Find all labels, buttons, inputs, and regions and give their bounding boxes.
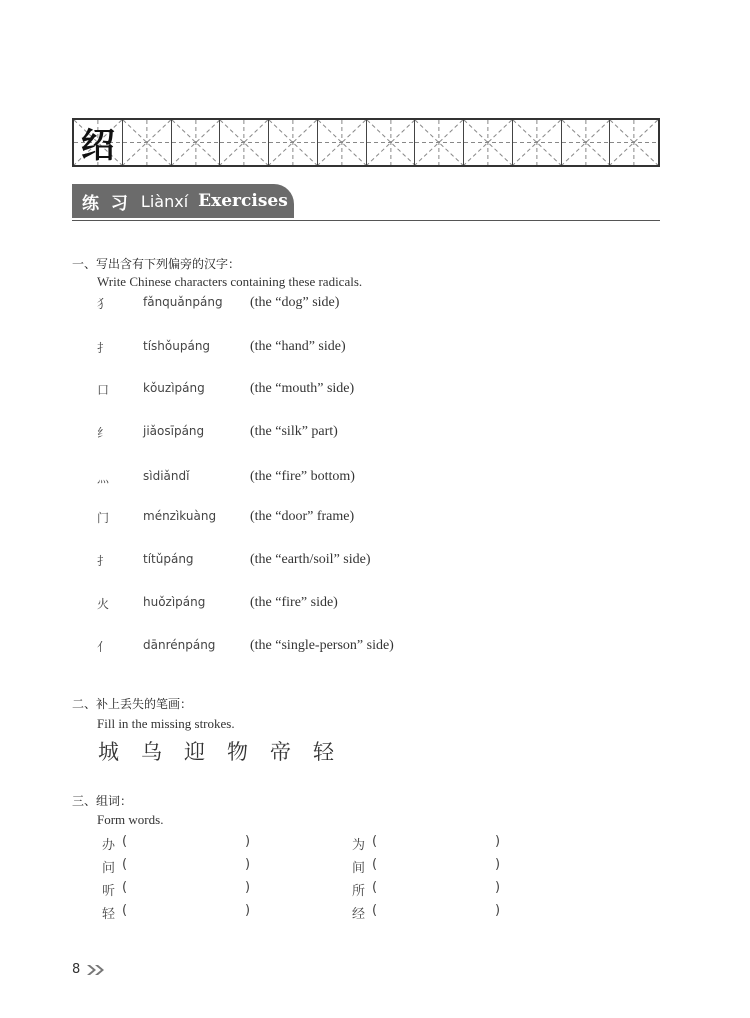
exercises-pinyin: Liànxí [140,191,189,211]
grid-cell-empty [318,120,367,165]
exercises-english: Exercises [198,191,288,211]
radical-glyph: 犭 [97,297,110,311]
base-character: 问 [102,861,116,876]
radical-glyph: 扌 [97,554,110,568]
close-paren: ) [245,857,251,872]
practice-grid [72,118,660,167]
radical-pinyin: ménzìkuàng [143,509,217,523]
close-paren: ) [245,903,251,918]
exercises-chinese: 练 习 [82,193,131,214]
page-number: 8 [72,962,81,977]
grid-cell-empty [464,120,513,165]
base-character: 轻 [102,907,116,922]
radical-pinyin: jiǎosīpáng [143,424,205,438]
radical-glyph: 扌 [97,341,110,355]
incomplete-character: 物 [227,740,248,764]
grid-cell-empty [269,120,318,165]
close-paren: ) [245,834,251,849]
radical-english: (the “mouth” side) [250,381,355,396]
grid-cell-empty [415,120,464,165]
radical-pinyin: sìdiǎndǐ [143,469,190,483]
grid-cell-empty [123,120,172,165]
open-paren: ( [122,903,128,918]
radical-english: (the “single-person” side) [250,638,394,653]
open-paren: ( [372,880,378,895]
base-character: 所 [352,884,366,899]
grid-cell-empty [220,120,269,165]
open-paren: ( [372,857,378,872]
grid-cell-empty [562,120,611,165]
radical-pinyin: kǒuzìpáng [143,381,205,395]
close-paren: ) [495,903,501,918]
missing-strokes-characters [98,736,334,766]
section2-title: 二、补上丢失的笔画： [72,697,193,711]
incomplete-character: 城 [98,740,119,764]
radical-english: (the “fire” bottom) [250,469,355,484]
open-paren: ( [372,834,378,849]
radical-english: (the “fire” side) [250,595,338,610]
section1-subtitle: Write Chinese characters containing these radicals. [97,274,363,289]
base-character: 办 [102,838,116,853]
base-character: 间 [352,861,366,876]
grid-cell-empty [367,120,416,165]
double-chevron-icon [86,964,106,976]
radical-glyph: 灬 [97,471,110,485]
radical-glyph: 纟 [97,426,110,440]
exercises-header [72,184,660,221]
close-paren: ) [495,880,501,895]
radical-glyph: 火 [97,597,110,611]
grid-cell-empty [172,120,221,165]
close-paren: ) [245,880,251,895]
base-character: 为 [352,838,366,853]
base-character: 经 [352,907,366,922]
open-paren: ( [122,880,128,895]
radical-english: (the “earth/soil” side) [250,552,371,567]
radical-english: (the “door” frame) [250,509,355,524]
radical-pinyin: dānrénpáng [143,638,216,652]
grid-cell-example [74,120,123,165]
radical-glyph: 门 [97,511,110,525]
open-paren: ( [122,857,128,872]
radical-glyph: 亻 [97,640,110,654]
example-character: 绍 [80,126,115,166]
incomplete-character: 迎 [184,740,205,764]
close-paren: ) [495,857,501,872]
open-paren: ( [372,903,378,918]
radical-english: (the “hand” side) [250,339,346,354]
radical-english: (the “dog” side) [250,295,340,310]
exercises-tab [72,184,294,218]
section2-subtitle: Fill in the missing strokes. [97,716,235,731]
radical-english: (the “silk” part) [250,424,338,439]
page-footer [72,962,106,977]
incomplete-character: 乌 [141,740,162,764]
radical-glyph: 口 [97,383,110,397]
section3-title: 三、组词： [72,794,133,808]
incomplete-character: 帝 [270,740,291,764]
radical-pinyin: títǔpáng [143,552,194,566]
radical-pinyin: fǎnquǎnpáng [143,295,223,309]
incomplete-character: 轻 [313,740,334,764]
grid-cell-empty [610,120,658,165]
base-character: 听 [102,884,116,899]
open-paren: ( [122,834,128,849]
section3-subtitle: Form words. [97,812,164,827]
grid-cell-empty [513,120,562,165]
section1-title: 一、写出含有下列偏旁的汉字： [72,257,241,271]
radical-pinyin: tíshǒupáng [143,339,211,353]
close-paren: ) [495,834,501,849]
radical-pinyin: huǒzìpáng [143,595,206,609]
